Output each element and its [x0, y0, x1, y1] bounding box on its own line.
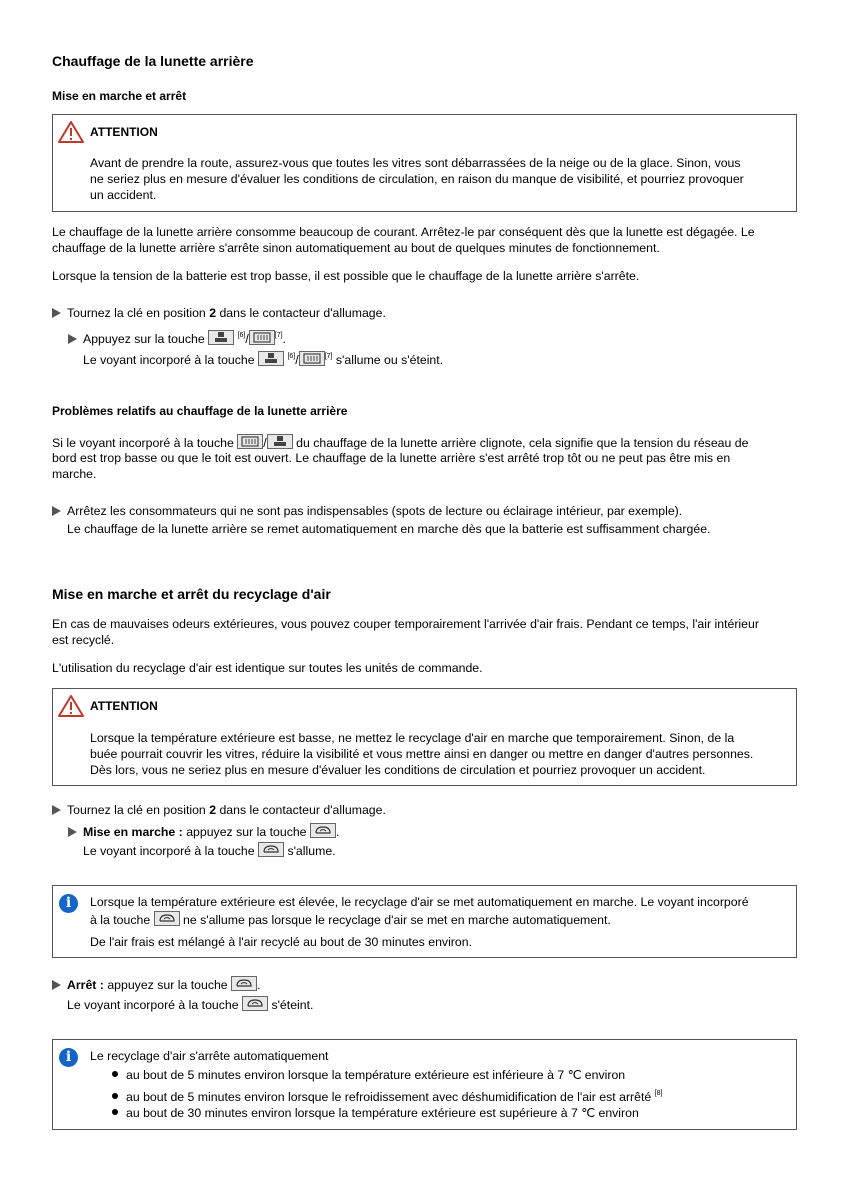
rear-window-icon	[271, 436, 289, 447]
section-title-air-recirculation: Mise en marche et arrêt du recyclage d'air	[52, 586, 331, 602]
rear-defrost-icon	[303, 353, 321, 364]
info-box-2	[52, 1039, 797, 1130]
subtitle-on-off: Mise en marche et arrêt	[52, 89, 187, 103]
rear-window-icon	[262, 353, 280, 364]
problems-paragraph-line3: marche.	[52, 467, 97, 481]
info2-bullet-3: au bout de 30 minutes environ lorsque la température extérieure est supérieure à 7 ℃ environ	[112, 1105, 639, 1121]
warning-triangle-icon	[58, 121, 84, 143]
air-recirculation-button[interactable]	[242, 996, 268, 1011]
step-turn-key: Tournez la clé en position 2 dans le contacteur d'allumage.	[52, 305, 386, 321]
info-text-line2: à la touche ne s'allume pas lorsque le recyclage d'air se met en marche automatiquement.	[90, 913, 611, 927]
air-recirculation-button[interactable]	[310, 823, 336, 838]
info-box-1	[52, 885, 797, 958]
warning-label: ATTENTION	[90, 125, 158, 139]
info-icon: i	[59, 1048, 78, 1067]
bullet-icon	[112, 1093, 118, 1099]
air-recirculation-button[interactable]	[258, 842, 284, 857]
info-text-line1: Lorsque la température extérieure est élevée, le recyclage d'air se met automatiquement en marche. Le voyant incorporé	[90, 895, 749, 909]
paragraph-1-line1: Le chauffage de la lunette arrière consomme beaucoup de courant. Arrêtez-le par conséquent dès que la lunette est dégagée. Le	[52, 225, 755, 239]
rear-defrost-button[interactable]	[249, 330, 275, 345]
recirc-paragraph-2: L'utilisation du recyclage d'air est identique sur toutes les unités de commande.	[52, 661, 483, 675]
air-recirculation-icon	[158, 913, 176, 924]
air-recirculation-icon	[314, 825, 332, 836]
step-result-indicator: Le voyant incorporé à la touche [6]/ [7] s'allume ou s'éteint.	[83, 353, 444, 367]
warning-triangle-icon	[58, 695, 84, 717]
warning-label: ATTENTION	[90, 699, 158, 713]
step-arrow-icon	[52, 308, 61, 318]
problems-paragraph-line2: bord est trop basse ou que le toit est ouvert. Le chauffage de la lunette arrière s'est arrêté trop tôt ou ne peut pas être mis en	[52, 451, 731, 465]
air-recirculation-icon	[235, 978, 253, 989]
step-result-restart: Le chauffage de la lunette arrière se remet automatiquement en marche dès que la batterie est suffisamment chargée.	[67, 522, 711, 536]
rear-defrost-button[interactable]	[237, 434, 263, 449]
air-recirculation-button[interactable]	[154, 911, 180, 926]
subtitle-problems: Problèmes relatifs au chauffage de la lunette arrière	[52, 404, 348, 418]
warning-text-line3: Dès lors, vous ne seriez plus en mesure d'évaluer les conditions de circulation et pourriez provoquer un accident.	[90, 763, 706, 777]
info2-title: Le recyclage d'air s'arrête automatiquement	[90, 1049, 329, 1063]
step-arrow-icon	[68, 334, 77, 344]
air-recirculation-icon	[246, 998, 264, 1009]
recirc-step-on-result: Le voyant incorporé à la touche s'allume.	[83, 844, 336, 858]
recirc-step-off: Arrêt : appuyez sur la touche .	[52, 976, 261, 993]
rear-defrost-icon	[241, 436, 259, 447]
air-recirculation-button[interactable]	[231, 976, 257, 991]
step-arrow-icon	[52, 506, 61, 516]
step-switch-off-consumers: Arrêtez les consommateurs qui ne sont pas indispensables (spots de lecture ou éclairage intérieur, par exemple).	[52, 503, 682, 519]
info2-bullet-2: au bout de 5 minutes environ lorsque le refroidissement avec déshumidification de l'air est arrêté [8]	[112, 1086, 662, 1105]
rear-window-icon	[212, 332, 230, 343]
recirc-paragraph-1-line2: est recyclé.	[52, 633, 115, 647]
warning-text-line1: Avant de prendre la route, assurez-vous que toutes les vitres sont débarrassées de la neige ou de la glace. Sinon, vous	[90, 156, 741, 170]
info-text-line3: De l'air frais est mélangé à l'air recyclé au bout de 30 minutes environ.	[90, 935, 472, 949]
info2-bullet-1: au bout de 5 minutes environ lorsque la température extérieure est inférieure à 7 ℃ environ	[112, 1067, 625, 1083]
warning-box-2	[52, 688, 797, 786]
recirc-step-on: Mise en marche : appuyez sur la touche .	[68, 823, 339, 840]
rear-defrost-button[interactable]	[299, 351, 325, 366]
air-recirculation-icon	[262, 844, 280, 855]
problems-paragraph-line1: Si le voyant incorporé à la touche / du chauffage de la lunette arrière clignote, cela signifie que la tension du réseau de	[52, 436, 749, 450]
rear-window-button[interactable]	[267, 434, 293, 449]
warning-text-line3: un accident.	[90, 188, 157, 202]
step-arrow-icon	[52, 805, 61, 815]
recirc-step-off-result: Le voyant incorporé à la touche s'éteint.	[67, 998, 314, 1012]
warning-text-line1: Lorsque la température extérieure est basse, ne mettez le recyclage d'air en marche que temporairement. Sinon, de la	[90, 731, 735, 745]
paragraph-1-line2: chauffage de la lunette arrière s'arrête sinon automatiquement au bout de quelques minutes de fonctionnement.	[52, 241, 660, 255]
step-arrow-icon	[68, 827, 77, 837]
rear-window-button[interactable]	[258, 351, 284, 366]
rear-window-button[interactable]	[208, 330, 234, 345]
warning-box-1	[52, 114, 797, 212]
rear-defrost-icon	[253, 332, 271, 343]
warning-text-line2: ne seriez plus en mesure d'évaluer les conditions de circulation, en raison du manque de visibilité, et pourriez provoquer	[90, 172, 744, 186]
bullet-icon	[112, 1071, 118, 1077]
paragraph-2: Lorsque la tension de la batterie est trop basse, il est possible que le chauffage de la lunette arrière s'arrête.	[52, 269, 640, 283]
info-icon: i	[59, 894, 78, 913]
recirc-step-turn-key: Tournez la clé en position 2 dans le contacteur d'allumage.	[52, 802, 386, 818]
warning-text-line2: buée pourrait couvrir les vitres, réduire la visibilité et vous mettre ainsi en danger ou mettre en danger d'autres personnes.	[90, 747, 754, 761]
section-title-rear-window-heating: Chauffage de la lunette arrière	[52, 53, 254, 69]
step-press-button: Appuyez sur la touche [6]/ [7].	[68, 328, 286, 347]
recirc-paragraph-1-line1: En cas de mauvaises odeurs extérieures, vous pouvez couper temporairement l'arrivée d'air frais. Pendant ce temps, l'air intérieur	[52, 617, 759, 631]
bullet-icon	[112, 1109, 118, 1115]
step-arrow-icon	[52, 980, 61, 990]
